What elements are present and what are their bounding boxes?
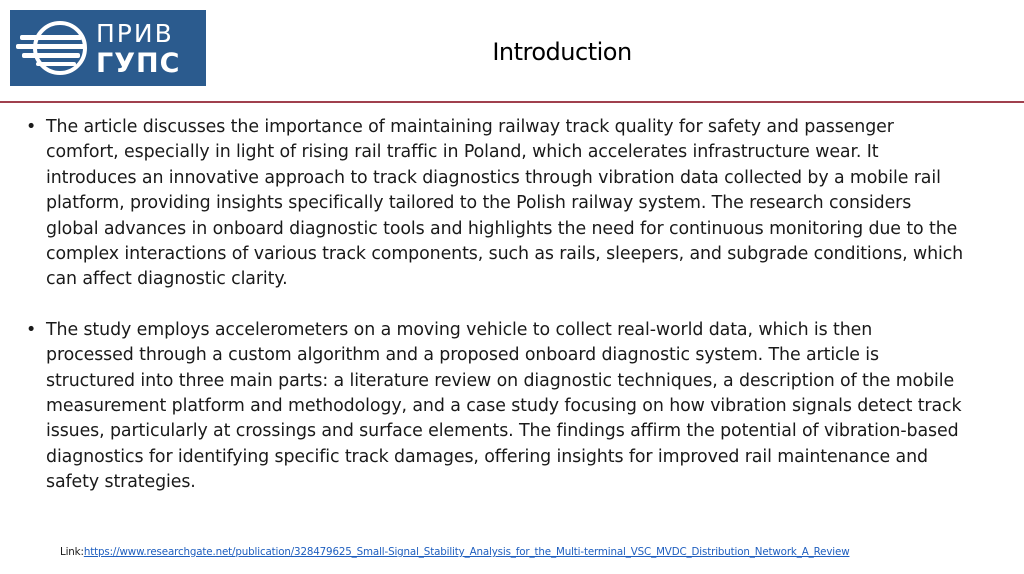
source-link[interactable]: https://www.researchgate.net/publication/328479625_Small-Signal_Stability_Analysis_for_the_Multi-terminal_VSC_MVDC_Distribution_Network_A_Review <box>83 546 850 558</box>
bullet-marker: • <box>26 117 37 137</box>
bullet-item <box>24 318 964 496</box>
source-link-row <box>60 546 849 558</box>
logo-text-bottom: ГУПС <box>96 48 181 79</box>
logo-text-top: ПРИВ <box>96 19 174 48</box>
bullet-list <box>24 115 964 496</box>
title-divider <box>0 101 1024 103</box>
bullet-item <box>24 115 964 293</box>
bullet-marker: • <box>26 319 37 340</box>
bullet-text: The article discusses the importance of maintaining railway track quality for safety and passenger comfort, especially in light of rising rail traffic in Poland, which accelerates infrastructure wear. It introduces an innovative approach to track diagnostics through vibration data collected by a mobile rail platform, providing insights specifically tailored to the Polish railway system. The research considers global advances in onboard diagnostic tools and highlights the need for continuous monitoring due to the complex interactions of various track components, such as rails, sleepers, and subgrade conditions, which can affect diagnostic clarity. <box>46 117 964 290</box>
slide-title: Introduction <box>492 38 632 66</box>
link-label: Link: <box>60 546 84 558</box>
bullet-text: The study employs accelerometers on a moving vehicle to collect real-world data, which is then processed through a custom algorithm and a proposed onboard diagnostic system. The article is structured into three main parts: a literature review on diagnostic techniques, a description of the mobile measurement platform and methodology, and a case study focusing on how vibration signals detect track issues, particularly at crossings and surface elements. The findings affirm the potential of vibration-based diagnostics for identifying specific track damages, offering insights for improved rail maintenance and safety strategies. <box>46 319 962 493</box>
